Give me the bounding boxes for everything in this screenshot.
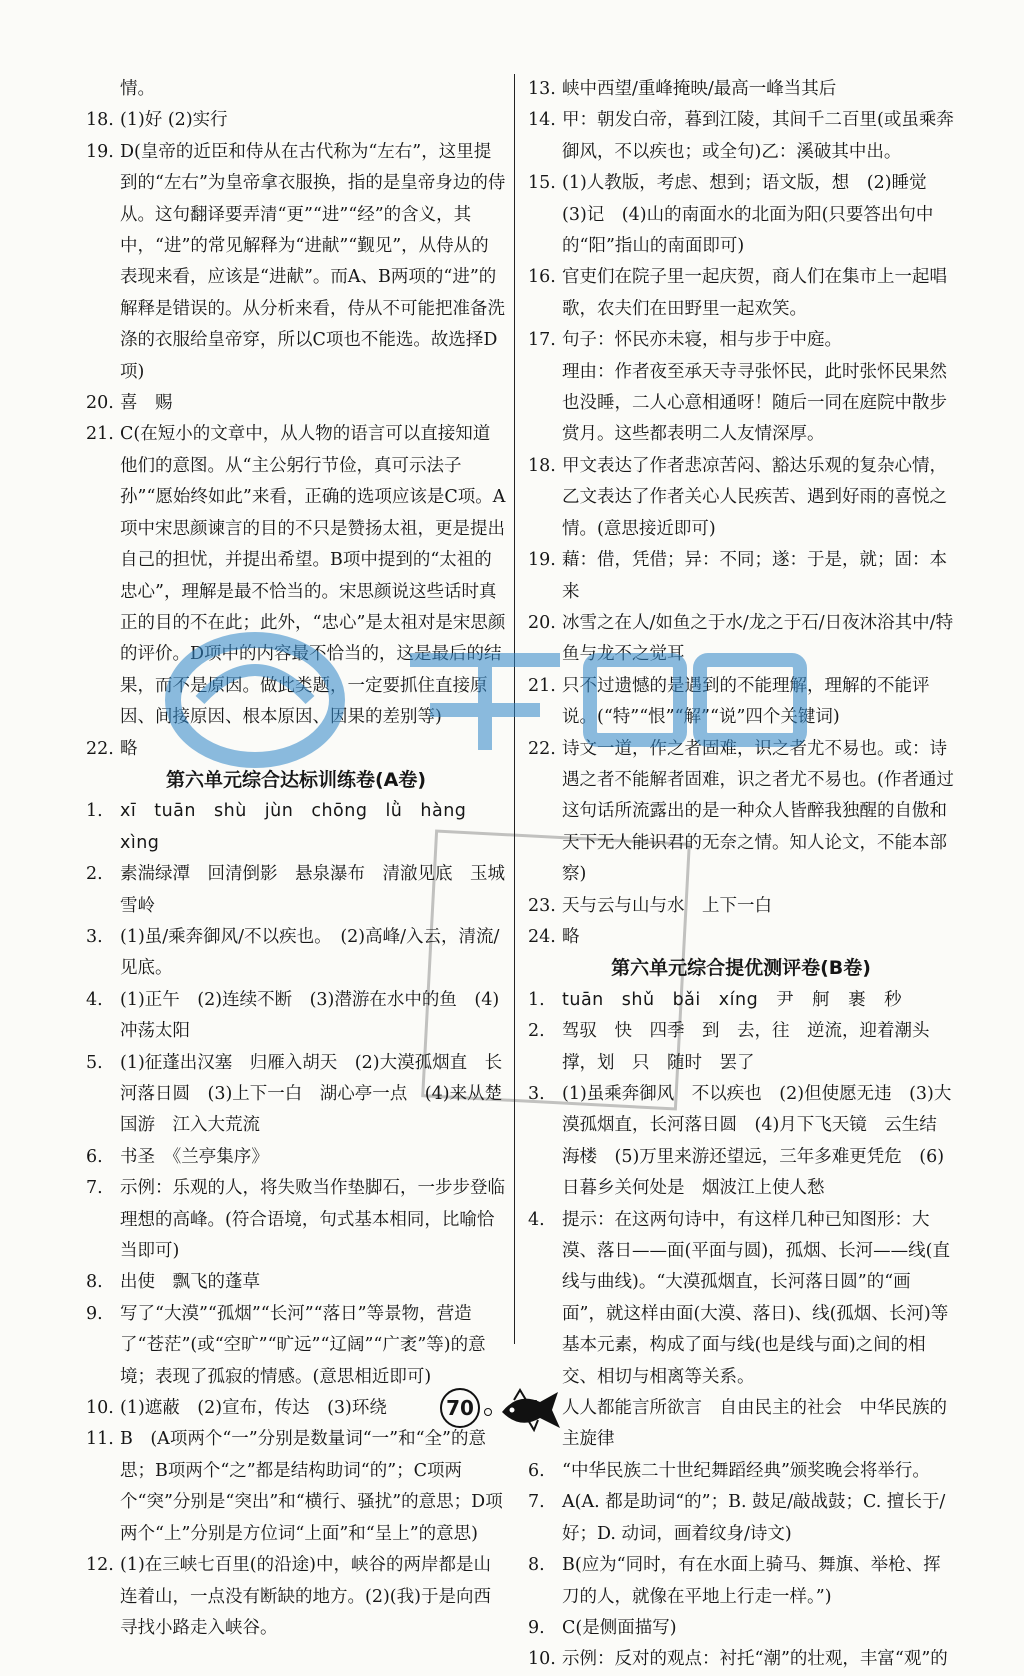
answer-number: 8. <box>86 1272 103 1293</box>
answer-text: 句子：怀民亦未寝，相与步于中庭。 <box>562 330 842 351</box>
answer-text: A(A. 都是助词“的”；B. 鼓足/敲战鼓；C. 擅长于/好；D. 动词，画着纹身/诗文) <box>562 1492 946 1544</box>
answer-item <box>528 1487 954 1550</box>
answer-number: 7. <box>86 1178 103 1199</box>
answer-text: 素湍绿潭 回清倒影 悬泉瀑布 清澈见底 玉城雪岭 <box>120 864 505 916</box>
answer-item <box>86 1299 506 1393</box>
answer-item <box>528 74 954 105</box>
answer-item <box>528 1456 954 1487</box>
answer-item <box>528 1079 954 1205</box>
answer-text: 官吏们在院子里一起庆贺，商人们在集市上一起唱歌，农夫们在田野里一起欢笑。 <box>562 267 947 319</box>
answer-text: 甲文表达了作者悲凉苦闷、豁达乐观的复杂心情，乙文表达了作者关心人民疾苦、遇到好雨的喜悦之情。(意思接近即可) <box>562 455 947 539</box>
answer-item <box>86 734 506 765</box>
answer-item <box>86 1550 506 1644</box>
answer-item <box>528 1613 954 1644</box>
answer-text: D(皇帝的近臣和侍从在古代称为“左右”，这里提到的“左右”为皇帝拿衣服换，指的是皇帝身边的侍从。这句翻译要弄清“更”“进”“经”的含义，其中，“进”的常见解释为“进献”“觐见”，从侍从的表现来看，应该是“进献”。而A、B两项的“进”的解释是错误的。从分析来看，侍从不可能把准备洗涤的衣服给皇帝穿，所以C项也不能选。故选择D项) <box>120 141 506 382</box>
answer-number: 2. <box>528 1021 545 1042</box>
answer-text: 示例：反对的观点：衬托“潮”的壮观，丰富“观”的 <box>562 1649 948 1670</box>
answer-item <box>86 1048 506 1142</box>
answer-item <box>86 419 506 733</box>
answer-text: 诗文一道，作之者固难，识之者尤不易也。或：诗遇之者不能解者固难，识之者尤不易也。(作者通过这句话所流露出的是一种众人皆醉我独醒的自傲和天下无人能识君的无奈之情。知人论文，不能本部察) <box>562 738 954 885</box>
answer-number: 20. <box>528 612 556 633</box>
answer-number: 18. <box>528 455 556 476</box>
answer-text: (1)征蓬出汉塞 归雁入胡天 (2)大漠孤烟直 长河落日圆 (3)上下一白 湖心亭一点 (4)来从楚国游 江入大荒流 <box>120 1052 503 1136</box>
answer-number: 21. <box>86 424 114 445</box>
answer-number: 1. <box>528 989 545 1010</box>
fish-icon <box>496 1388 566 1432</box>
answer-number: 5. <box>86 1052 103 1073</box>
right-column <box>528 74 954 1676</box>
answer-number: 9. <box>528 1617 545 1638</box>
answer-item <box>528 922 954 953</box>
page-number: 70 <box>440 1388 480 1428</box>
answer-text: 示例：乐观的人，将失败当作垫脚石，一步步登临理想的高峰。(符合语境，句式基本相同，比喻恰当即可) <box>120 1178 505 1262</box>
answer-number: 6. <box>528 1460 545 1481</box>
answer-item <box>528 451 954 545</box>
answer-number: 10. <box>528 1649 556 1670</box>
answer-item <box>86 1267 506 1298</box>
answer-number: 2. <box>86 864 103 885</box>
answer-text: (1)遮蔽 (2)宣布，传达 (3)环绕 <box>120 1398 387 1419</box>
answer-number: 10. <box>86 1398 114 1419</box>
section-heading: 第六单元综合达标训练卷(A卷) <box>165 768 427 791</box>
answer-number: 1. <box>86 801 103 822</box>
answer-text: 藉：借，凭借；异：不同；遂：于是，就；固：本来 <box>562 550 947 602</box>
answer-text: 写了“大漠”“孤烟”“长河”“落日”等景物，营造了“苍茫”(或“空旷”“旷远”“辽阔”“广袤”等)的意境；表现了孤寂的情感。(意思相近即可) <box>120 1303 486 1387</box>
answer-item <box>528 1016 954 1079</box>
answer-text: B(应为“同时，有在水面上骑马、舞旗、举枪、挥刀的人，就像在平地上行走一样。”) <box>562 1555 941 1607</box>
answer-text: 情。 <box>120 79 155 99</box>
answer-item <box>528 734 954 891</box>
answer-number: 11. <box>86 1429 114 1450</box>
answer-number: 3. <box>86 926 103 947</box>
answer-number: 14. <box>528 110 556 131</box>
answer-text: 人人都能言所欲言 自由民主的社会 中华民族的主旋律 <box>562 1398 947 1450</box>
answer-text: 略 <box>120 738 138 759</box>
answer-item <box>86 796 506 859</box>
answer-text: 略 <box>562 926 580 947</box>
answer-text: 天与云与山与水 上下一白 <box>562 895 772 916</box>
answer-item <box>86 1173 506 1267</box>
answer-item <box>528 1644 954 1675</box>
answer-text: xī tuān shù jùn chōng lǜ hàng xìng <box>120 801 485 853</box>
answer-number: 6. <box>86 1146 103 1167</box>
answer-item <box>528 357 954 451</box>
answer-number: 22. <box>86 738 114 759</box>
answer-text: 冰雪之在人/如鱼之于水/龙之于石/日夜沐浴其中/特鱼与龙不之觉耳 <box>562 612 954 665</box>
answer-number: 22. <box>528 738 556 759</box>
section-heading: 第六单元综合提优测评卷(B卷) <box>611 957 871 980</box>
answer-item <box>528 608 954 671</box>
answer-item <box>528 168 954 262</box>
answer-text: (1)在三峡七百里(的沿途)中，峡谷的两岸都是山连着山，一点没有断缺的地方。(2)(我)于是向西寻找小路走入峡谷。 <box>120 1555 491 1638</box>
answer-number: 23. <box>528 895 556 916</box>
answer-number: 15. <box>528 173 556 194</box>
answer-text: (1)虽/乘奔御风/不以疾也。 (2)高峰/入云，清流/见底。 <box>120 926 500 979</box>
answer-item <box>86 105 506 136</box>
answer-item <box>86 388 506 419</box>
answer-text: (1)虽乘奔御风 不以疾也 (2)但使愿无违 (3)大漠孤烟直，长河落日圆 (4)月下飞天镜 云生结海楼 (5)万里来游还望远，三年多难更凭危 (6)日暮乡关何处是 烟波江上使人愁 <box>562 1084 952 1199</box>
answer-number: 12. <box>86 1555 114 1576</box>
answer-number: 4. <box>86 989 103 1010</box>
answer-number: 19. <box>86 141 114 162</box>
answer-item <box>86 1142 506 1173</box>
answer-text: tuān shǔ bǎi xíng 尹 舸 裹 秒 <box>562 989 903 1010</box>
answer-item <box>528 545 954 608</box>
answer-item <box>86 137 506 388</box>
answer-number: 18. <box>86 110 114 131</box>
answer-text: “中华民族二十世纪舞蹈经典”颁奖晚会将举行。 <box>562 1460 930 1481</box>
answer-number: 9. <box>86 1303 103 1324</box>
answer-item <box>528 985 954 1016</box>
answer-text: 甲：朝发白帝，暮到江陵，其间千二百里(或虽乘奔御风，不以疾也；或全句)乙：溪破其中出。 <box>562 110 954 162</box>
answer-number: 4. <box>528 1209 545 1230</box>
answer-item <box>528 1205 954 1393</box>
answer-text: 理由：作者夜至承天寺寻张怀民，此时张怀民果然也没睡，二人心意相通呀！随后一同在庭院中散步赏月。这些都表明二人友情深厚。 <box>562 361 947 445</box>
answer-number: 3. <box>528 1084 545 1104</box>
answer-text: 书圣 《兰亭集序》 <box>120 1146 269 1167</box>
footer-dot <box>484 1408 492 1416</box>
answer-text: 驾驭 快 四季 到 去，往 逆流，迎着潮头 撑，划 只 随时 罢了 <box>562 1021 947 1073</box>
answer-item <box>528 671 954 734</box>
answer-text: 提示：在这两句诗中，有这样几种已知图形：大漠、落日——面(平面与圆)，孤烟、长河——线(直线与曲线)。“大漠孤烟直，长河落日圆”的“画面”，就这样由面(大漠、落日)、线(孤烟、长河)等基本元素，构成了面与线(也是线与面)之间的相交、相切与相离等关系。 <box>562 1209 950 1387</box>
answer-number: 13. <box>528 79 556 99</box>
answer-text: (1)人教版，考虑、想到；语文版，想 (2)睡觉 (3)记 (4)山的南面水的北面为阳(只要答出句中的“阳”指山的南面即可) <box>562 173 945 257</box>
answer-item <box>86 1424 506 1550</box>
answer-text: 只不过遗憾的是遇到的不能理解，理解的不能评说。(“特”“恨”“解”“说”四个关键词) <box>562 675 930 728</box>
answer-number: 21. <box>528 675 556 696</box>
answer-number: 17. <box>528 330 556 351</box>
answer-item <box>528 891 954 922</box>
answer-number: 20. <box>86 393 114 414</box>
answer-item <box>86 74 506 105</box>
answer-number: 19. <box>528 550 556 571</box>
answer-item <box>528 1550 954 1613</box>
column-divider <box>514 74 515 1344</box>
answer-text: (1)正午 (2)连续不断 (3)潜游在水中的鱼 (4)冲荡太阳 <box>120 989 500 1042</box>
answer-text: 出使 飘飞的蓬草 <box>120 1272 260 1293</box>
answer-number: 7. <box>528 1492 545 1513</box>
answer-item <box>86 922 506 985</box>
answer-number: 24. <box>528 926 556 947</box>
answer-item <box>528 325 954 356</box>
answer-text: 喜 赐 <box>120 393 173 414</box>
answer-item <box>528 105 954 168</box>
page-footer <box>440 1388 600 1428</box>
answer-number: 8. <box>528 1555 545 1576</box>
answer-item <box>528 262 954 325</box>
answer-number: 16. <box>528 267 556 288</box>
answer-text: C(是侧面描写) <box>562 1617 677 1638</box>
answer-item <box>86 859 506 922</box>
answer-text: 峡中西望/重峰掩映/最高一峰当其后 <box>562 79 837 99</box>
answer-item <box>86 985 506 1048</box>
answer-text: B (A项两个“一”分别是数量词“一”和“全”的意思；B项两个“之”都是结构助词“的”；C项两个“突”分别是“突出”和“横行、骚扰”的意思；D项两个“上”分别是方位词“上面”和“呈上”的意思) <box>120 1429 503 1544</box>
answer-text: (1)好 (2)实行 <box>120 110 228 131</box>
answer-text: C(在短小的文章中，从人物的语言可以直接知道他们的意图。从“主公躬行节俭，真可示法子孙”“愿始终如此”来看，正确的选项应该是C项。A项中宋思颜谏言的目的不只是赞扬太祖，更是提出自己的担忧，并提出希望。B项中提到的“太祖的忠心”，理解是最不恰当的。宋思颜说这些话时真正的目的不在此；此外，“忠心”是太祖对是宋思颜的评价。D项中的内容最不恰当的，这是最后的结果，而不是原因。做此类题，一定要抓住直接原因、间接原因、根本原因、因果的差别等) <box>120 424 506 728</box>
